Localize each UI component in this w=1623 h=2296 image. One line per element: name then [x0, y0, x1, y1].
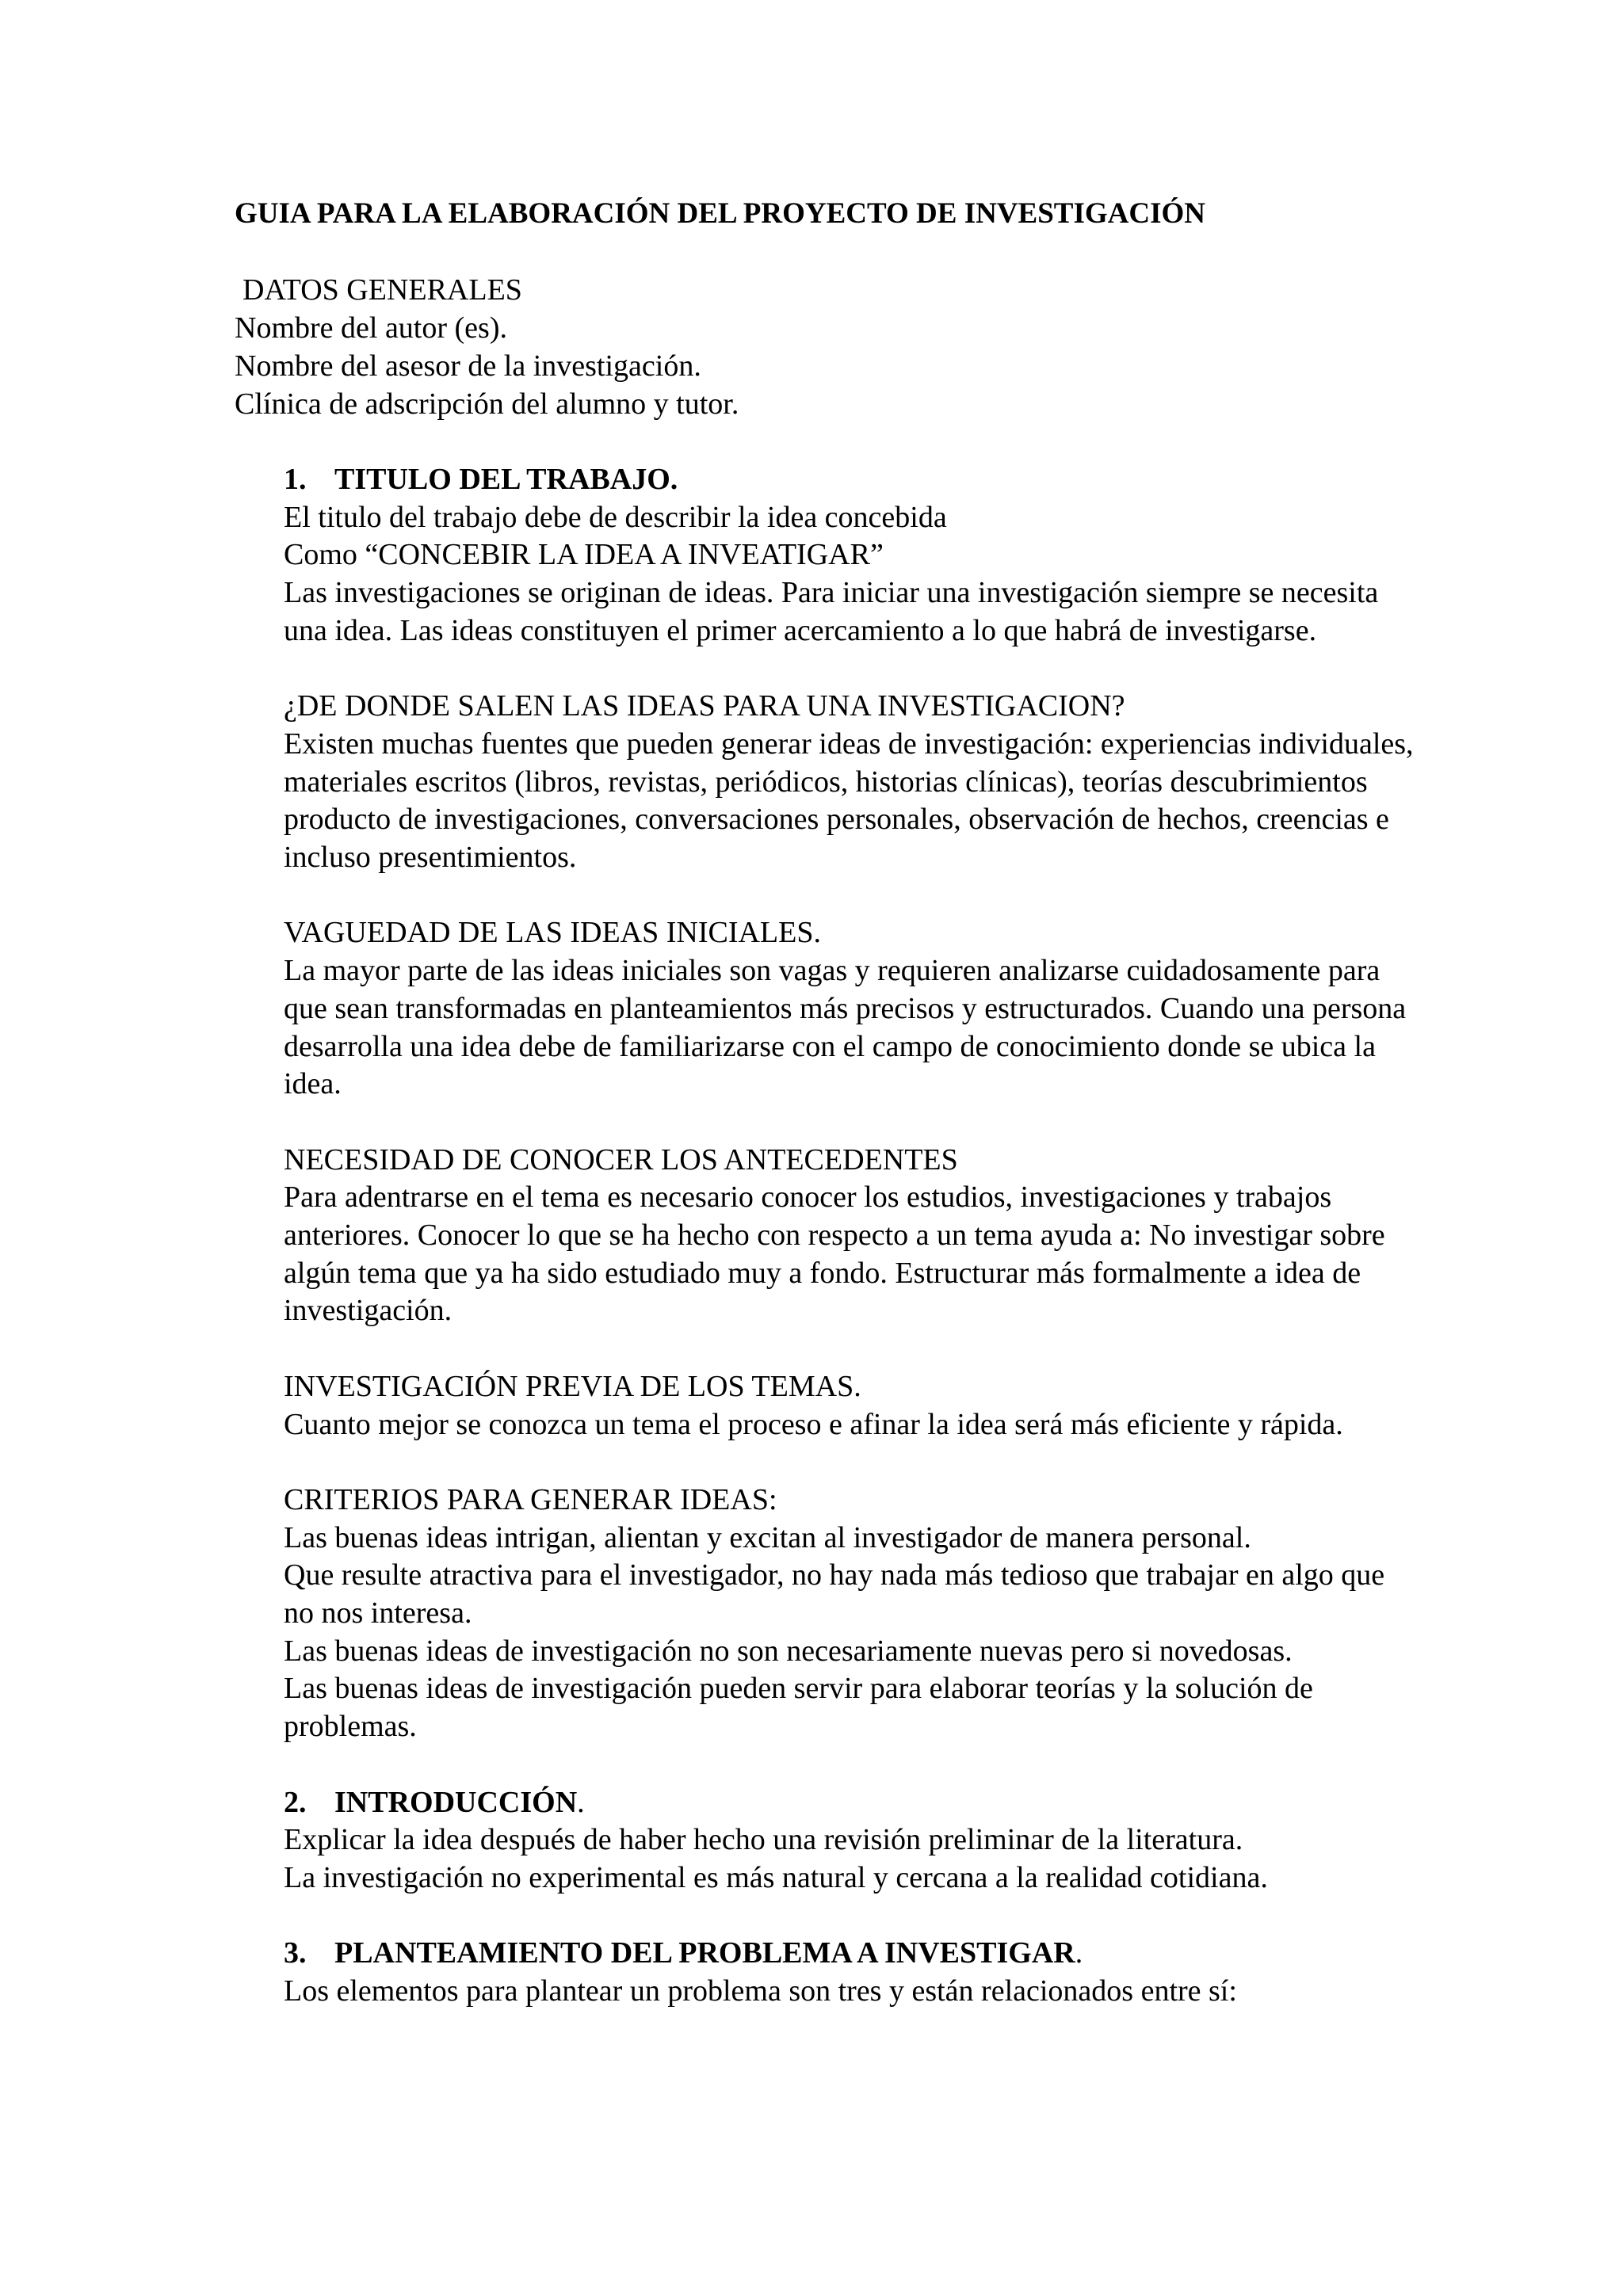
general-data-heading: DATOS GENERALES [242, 273, 522, 307]
section-3-heading [284, 1935, 1417, 1973]
section-number: 1. [284, 463, 307, 496]
section-2-heading [284, 1784, 1417, 1822]
section-1-line: El titulo del trabajo debe de describir la idea concebida [284, 500, 947, 534]
general-data-block [235, 271, 739, 423]
block-paragraph: Existen muchas fuentes que pueden generar ideas de investigación: experiencias individuales, materiales escritos (libros, revistas, periódicos, historias clínicas), teorías descubrimientos producto de investigaciones, conversaciones personales, observación de hechos, creencias e incluso presentimientos. [284, 727, 1414, 875]
section-title: PLANTEAMIENTO DEL PROBLEMA A INVESTIGAR [334, 1936, 1075, 1970]
section-title-period: . [1075, 1936, 1083, 1970]
criteria-item: Las buenas ideas intrigan, alientan y excitan al investigador de manera personal. [284, 1520, 1251, 1554]
section-1-paragraph: Las investigaciones se originan de ideas. Para iniciar una investigación siempre se necesita una idea. Las ideas constituyen el primer acercamiento a lo que habrá de investigarse. [284, 576, 1379, 647]
block-heading: ¿DE DONDE SALEN LAS IDEAS PARA UNA INVESTIGACION? [284, 689, 1125, 723]
criteria-item: Las buenas ideas de investigación pueden servir para elaborar teorías y la solución de problemas. [284, 1672, 1313, 1744]
block-paragraph: Para adentrarse en el tema es necesario conocer los estudios, investigaciones y trabajos anteriores. Conocer lo que se ha hecho con respecto a un tema ayuda a: No investigar sobre algún tema que ya ha sido estudiado muy a fondo. Estructurar más formalmente a idea de investigación. [284, 1180, 1385, 1328]
section-3-line: Los elementos para plantear un problema son tres y están relacionados entre sí: [284, 1974, 1237, 2008]
block-paragraph: La mayor parte de las ideas iniciales son vagas y requieren analizarse cuidadosamente para que sean transformadas en planteamientos más precisos y estructurados. Cuando una persona desarrolla una idea debe de familiarizarse con el campo de conocimiento donde se ubica la idea. [284, 954, 1407, 1101]
section-number: 3. [284, 1936, 307, 1970]
block-paragraph: Cuanto mejor se conozca un tema el proceso e afinar la idea será más eficiente y rápida. [284, 1407, 1343, 1441]
block-heading: VAGUEDAD DE LAS IDEAS INICIALES. [284, 916, 821, 950]
criteria-item: Las buenas ideas de investigación no son necesariamente nuevas pero si novedosas. [284, 1634, 1293, 1668]
section-title: TITULO DEL TRABAJO. [334, 463, 678, 496]
document-title: GUIA PARA LA ELABORACIÓN DEL PROYECTO DE INVESTIGACIÓN [235, 197, 1205, 230]
section-number: 2. [284, 1785, 307, 1819]
clinic-line: Clínica de adscripción del alumno y tutor. [235, 387, 739, 421]
section-2-line: La investigación no experimental es más natural y cercana a la realidad cotidiana. [284, 1860, 1268, 1894]
block-heading: INVESTIGACIÓN PREVIA DE LOS TEMAS. [284, 1369, 861, 1403]
author-name-line: Nombre del autor (es). [235, 311, 507, 345]
section-1-line: Como “CONCEBIR LA IDEA A INVEATIGAR” [284, 538, 884, 572]
section-1-heading [284, 461, 1417, 499]
section-title: INTRODUCCIÓN [334, 1785, 578, 1819]
criteria-item: Que resulte atractiva para el investigador, no hay nada más tedioso que trabajar en algo que no nos interesa. [284, 1558, 1385, 1630]
section-2-line: Explicar la idea después de haber hecho una revisión preliminar de la literatura. [284, 1823, 1243, 1857]
criteria-heading: CRITERIOS PARA GENERAR IDEAS: [284, 1482, 777, 1516]
main-content [284, 461, 1417, 2011]
block-heading: NECESIDAD DE CONOCER LOS ANTECEDENTES [284, 1142, 958, 1177]
advisor-name-line: Nombre del asesor de la investigación. [235, 349, 701, 383]
section-title-period: . [577, 1785, 585, 1819]
